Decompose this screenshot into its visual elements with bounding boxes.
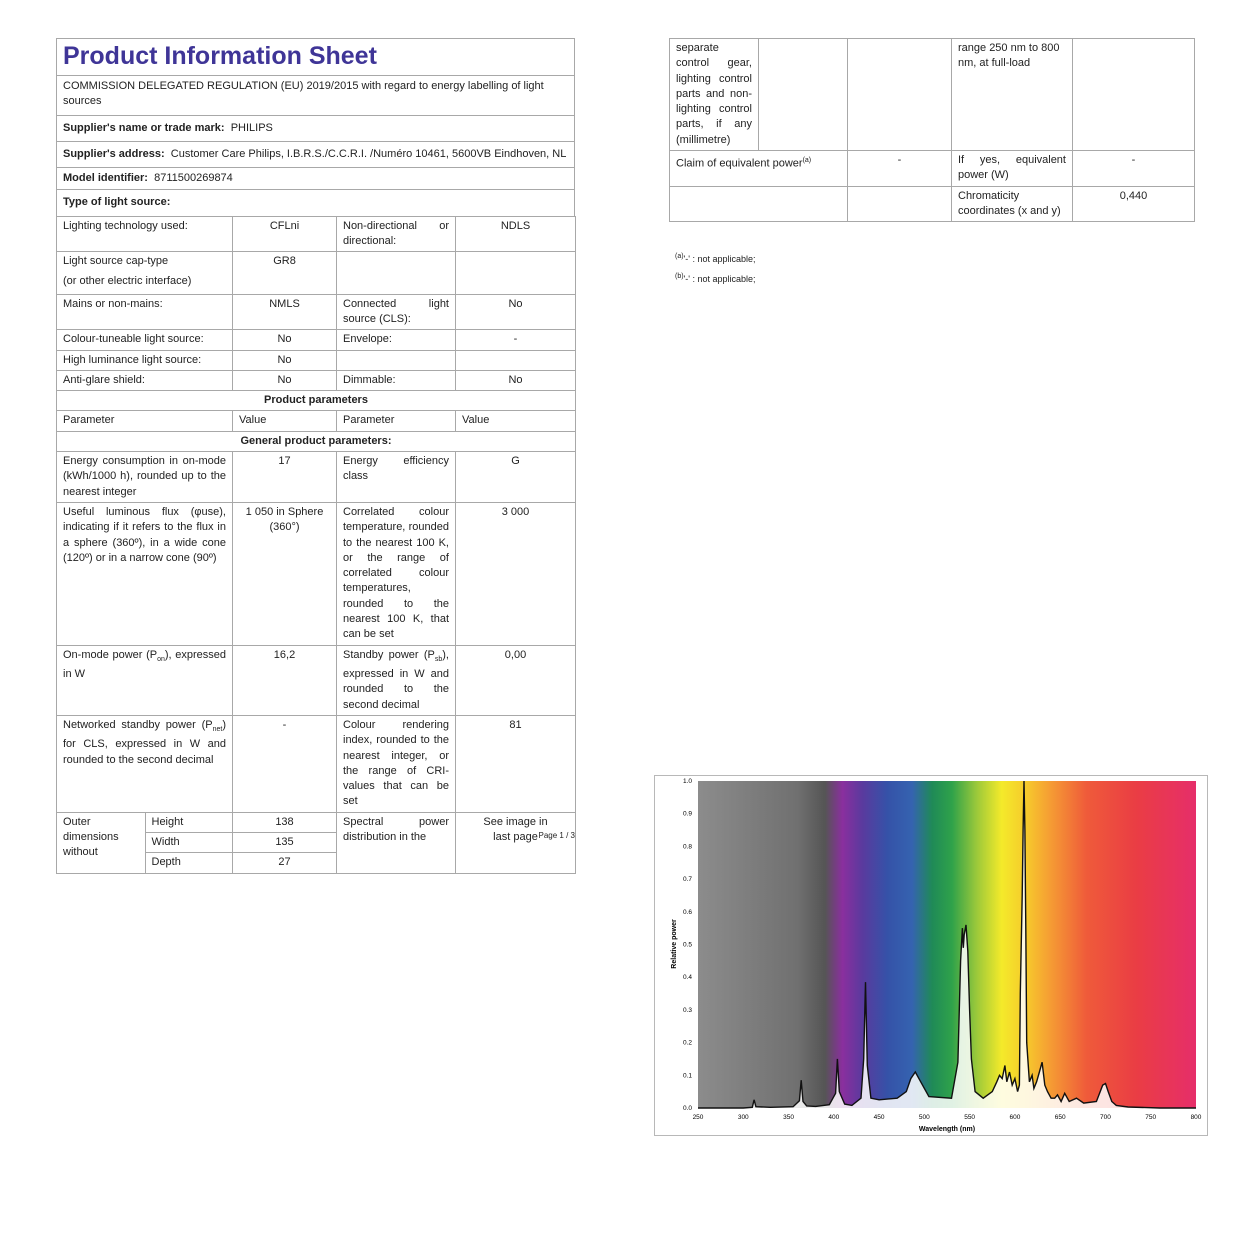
empty-cell	[670, 186, 848, 222]
x-tick-label: 400	[828, 1114, 840, 1121]
col-parameter: Parameter	[57, 411, 233, 431]
x-tick-label: 300	[737, 1114, 749, 1121]
x-tick-label: 650	[1054, 1114, 1066, 1121]
y-tick-label: 0.7	[682, 876, 692, 884]
equivalent-watts-label: If yes, equivalent power (W)	[952, 151, 1073, 187]
mains-label: Mains or non-mains:	[57, 294, 233, 330]
networked-standby-value: -	[233, 715, 337, 812]
x-tick-label: 500	[918, 1114, 930, 1121]
header-table	[56, 38, 575, 217]
y-tick-label: 0.6	[682, 908, 692, 916]
y-tick-label: 0.1	[682, 1072, 692, 1080]
spectral-chart	[654, 775, 1208, 1136]
continuation-sheet	[669, 38, 1194, 222]
depth-label: Depth	[151, 856, 181, 869]
anti-glare-value: No	[233, 370, 337, 390]
anti-glare-label: Anti-glare shield:	[57, 370, 233, 390]
supplier-address-row	[57, 141, 575, 167]
page-number: Page 1 / 3	[538, 831, 575, 840]
x-tick-label: 700	[1100, 1114, 1111, 1121]
luminous-flux-label: Useful luminous flux (φuse), indicating if it refers to the flux in a sphere (360º), in a wide cone (120º) or in a narrow cone (90º)	[57, 502, 233, 645]
height-label: Height	[145, 813, 232, 833]
dimensions-subtable	[57, 813, 232, 873]
col-parameter: Parameter	[337, 411, 456, 431]
on-mode-power-label	[57, 645, 233, 715]
cap-type-value: GR8	[233, 252, 337, 294]
general-parameters-header: General product parameters:	[57, 431, 576, 451]
standby-power-label	[337, 645, 456, 715]
on-mode-power-label-a: On-mode power (P	[63, 648, 158, 661]
mains-value: NMLS	[233, 294, 337, 330]
footnotes	[675, 248, 756, 288]
supplier-name-label: Supplier's name or trade mark:	[63, 121, 225, 134]
y-axis-label: Relative power	[671, 919, 678, 969]
tuneable-value: No	[233, 330, 337, 350]
outer-dims-continued-label: separate control gear, lighting control parts and non-lighting control parts, if any (millimetre)	[670, 39, 759, 151]
y-tick-label: 0.9	[682, 810, 692, 818]
tuneable-label: Colour-tuneable light source:	[57, 330, 233, 350]
directional-label: Non-directional or directional:	[337, 216, 456, 252]
y-tick-label: 0.3	[682, 1006, 692, 1014]
supplier-address-value: Customer Care Philips, I.B.R.S./C.C.R.I. /Numéro 10461, 5600VB Eindhoven, NL	[170, 147, 567, 160]
envelope-label: Envelope:	[337, 330, 456, 350]
x-tick-label: 800	[1190, 1114, 1202, 1121]
empty-cell	[848, 186, 952, 222]
cls-value: No	[456, 294, 576, 330]
empty-cell	[1073, 39, 1195, 151]
product-parameters-header: Product parameters	[57, 391, 576, 411]
dimensions-values-cell	[233, 812, 337, 873]
col-value: Value	[233, 411, 337, 431]
dimmable-value: No	[456, 370, 576, 390]
high-luminance-value: No	[233, 350, 337, 370]
y-tick-label: 0.8	[682, 843, 692, 851]
on-mode-power-value: 16,2	[233, 645, 337, 715]
spectral-value: See image in last page	[456, 812, 576, 873]
supplier-address-label: Supplier's address:	[63, 147, 165, 160]
model-label: Model identifier:	[63, 172, 148, 185]
equivalent-watts-value: -	[1073, 151, 1195, 187]
height-value: 138	[233, 813, 336, 833]
chromaticity-label: Chromaticity coordinates (x and y)	[952, 186, 1073, 222]
energy-consumption-value: 17	[233, 452, 337, 503]
page-title: Product Information Sheet	[57, 39, 575, 76]
width-label: Width	[145, 833, 232, 853]
y-tick-label: 1.0	[682, 778, 692, 785]
x-tick-label: 750	[1145, 1114, 1157, 1121]
regulation-text: COMMISSION DELEGATED REGULATION (EU) 2019/2015 with regard to energy labelling of light sources	[57, 76, 575, 116]
luminous-flux-value: 1 050 in Sphere (360°)	[233, 502, 337, 645]
spectral-chart-svg	[655, 776, 1207, 1135]
spectral-label: Spectral power distribution in the	[337, 812, 456, 873]
chromaticity-value: 0,440	[1073, 186, 1195, 222]
standby-power-sub: sb	[434, 655, 443, 663]
dimensions-label: Outer dimensions without	[57, 813, 145, 873]
cap-type-label	[57, 252, 233, 294]
y-tick-label: 0.2	[682, 1039, 692, 1047]
empty-cell	[337, 252, 456, 294]
type-row	[57, 190, 575, 216]
cap-type-label-line1: Light source cap-type	[63, 255, 169, 268]
envelope-value: -	[456, 330, 576, 350]
footnote-b	[675, 268, 756, 288]
col-value: Value	[456, 411, 576, 431]
spectrum-background	[698, 781, 1196, 1108]
type-label: Type of light source:	[63, 196, 171, 209]
standby-power-label-a: Standby power (P	[343, 648, 435, 661]
empty-cell	[456, 252, 576, 294]
networked-standby-label-a: Networked standby power (P	[63, 718, 213, 731]
footnote-a-sup: (a)	[675, 253, 684, 260]
dimmable-label: Dimmable:	[337, 370, 456, 390]
cap-type-label-line2: (or other electric interface)	[63, 274, 192, 287]
equivalent-power-sup: (a)	[802, 157, 812, 165]
high-luminance-label: High luminance light source:	[57, 350, 233, 370]
equivalent-power-label-text: Claim of equivalent power	[676, 157, 803, 170]
cct-value: 3 000	[456, 502, 576, 645]
efficiency-class-value: G	[456, 452, 576, 503]
supplier-name-value: PHILIPS	[230, 121, 273, 134]
footnote-a-text: '-' : not applicable;	[683, 254, 756, 264]
footnote-b-text: '-' : not applicable;	[683, 274, 756, 284]
empty-cell	[848, 39, 952, 151]
footnote-b-sup: (b)	[675, 273, 684, 280]
continuation-table	[669, 38, 1195, 222]
x-tick-label: 350	[783, 1114, 794, 1121]
on-mode-power-label-b: ), expressed in W	[63, 648, 226, 681]
x-tick-label: 600	[1009, 1114, 1021, 1121]
model-row	[57, 168, 575, 190]
empty-cell	[337, 350, 456, 370]
on-mode-power-sub: on	[157, 655, 165, 663]
efficiency-class-label: Energy efficiency class	[337, 452, 456, 503]
standby-power-value: 0,00	[456, 645, 576, 715]
x-axis-label: Wavelength (nm)	[918, 1126, 976, 1133]
spectral-range-text: range 250 nm to 800 nm, at full-load	[952, 39, 1073, 151]
cri-value: 81	[456, 715, 576, 812]
energy-consumption-label: Energy consumption in on-mode (kWh/1000 h), rounded up to the nearest integer	[57, 452, 233, 503]
empty-cell	[759, 39, 848, 151]
dimensions-cell	[57, 812, 233, 873]
standby-power-label-b: ), expressed in W and rounded to the second decimal	[343, 648, 449, 711]
y-tick-label: 0.4	[682, 974, 692, 982]
cri-label: Colour rendering index, rounded to the nearest integer, or the range of CRI-values that can be set	[337, 715, 456, 812]
product-information-sheet	[56, 38, 575, 874]
x-tick-label: 550	[964, 1114, 976, 1121]
supplier-name-row	[57, 115, 575, 141]
equivalent-power-value: -	[848, 151, 952, 187]
y-tick-label: 0.5	[682, 941, 692, 949]
networked-standby-label-b: ) for CLS, expressed in W and rounded to the second decimal	[63, 718, 226, 766]
model-value: 8711500269874	[154, 172, 233, 185]
y-tick-label: 0.0	[682, 1105, 692, 1112]
lighting-tech-label: Lighting technology used:	[57, 216, 233, 252]
networked-standby-sub: net	[212, 726, 223, 734]
footnote-a	[675, 248, 756, 268]
params-table	[56, 216, 576, 874]
lighting-tech-value: CFLni	[233, 216, 337, 252]
depth-value: 27	[278, 856, 291, 869]
x-tick-label: 450	[873, 1114, 885, 1121]
empty-cell	[456, 350, 576, 370]
dimensions-values-subtable	[233, 813, 336, 873]
width-value: 135	[233, 833, 336, 853]
cct-label: Correlated colour temperature, rounded to the nearest 100 K, or the range of correlated colour temperatures, rounded to the nearest 100 K, that can be set	[337, 502, 456, 645]
networked-standby-label	[57, 715, 233, 812]
equivalent-power-label	[670, 151, 848, 187]
directional-value: NDLS	[456, 216, 576, 252]
x-tick-label: 250	[692, 1114, 704, 1121]
cls-label: Connected light source (CLS):	[337, 294, 456, 330]
